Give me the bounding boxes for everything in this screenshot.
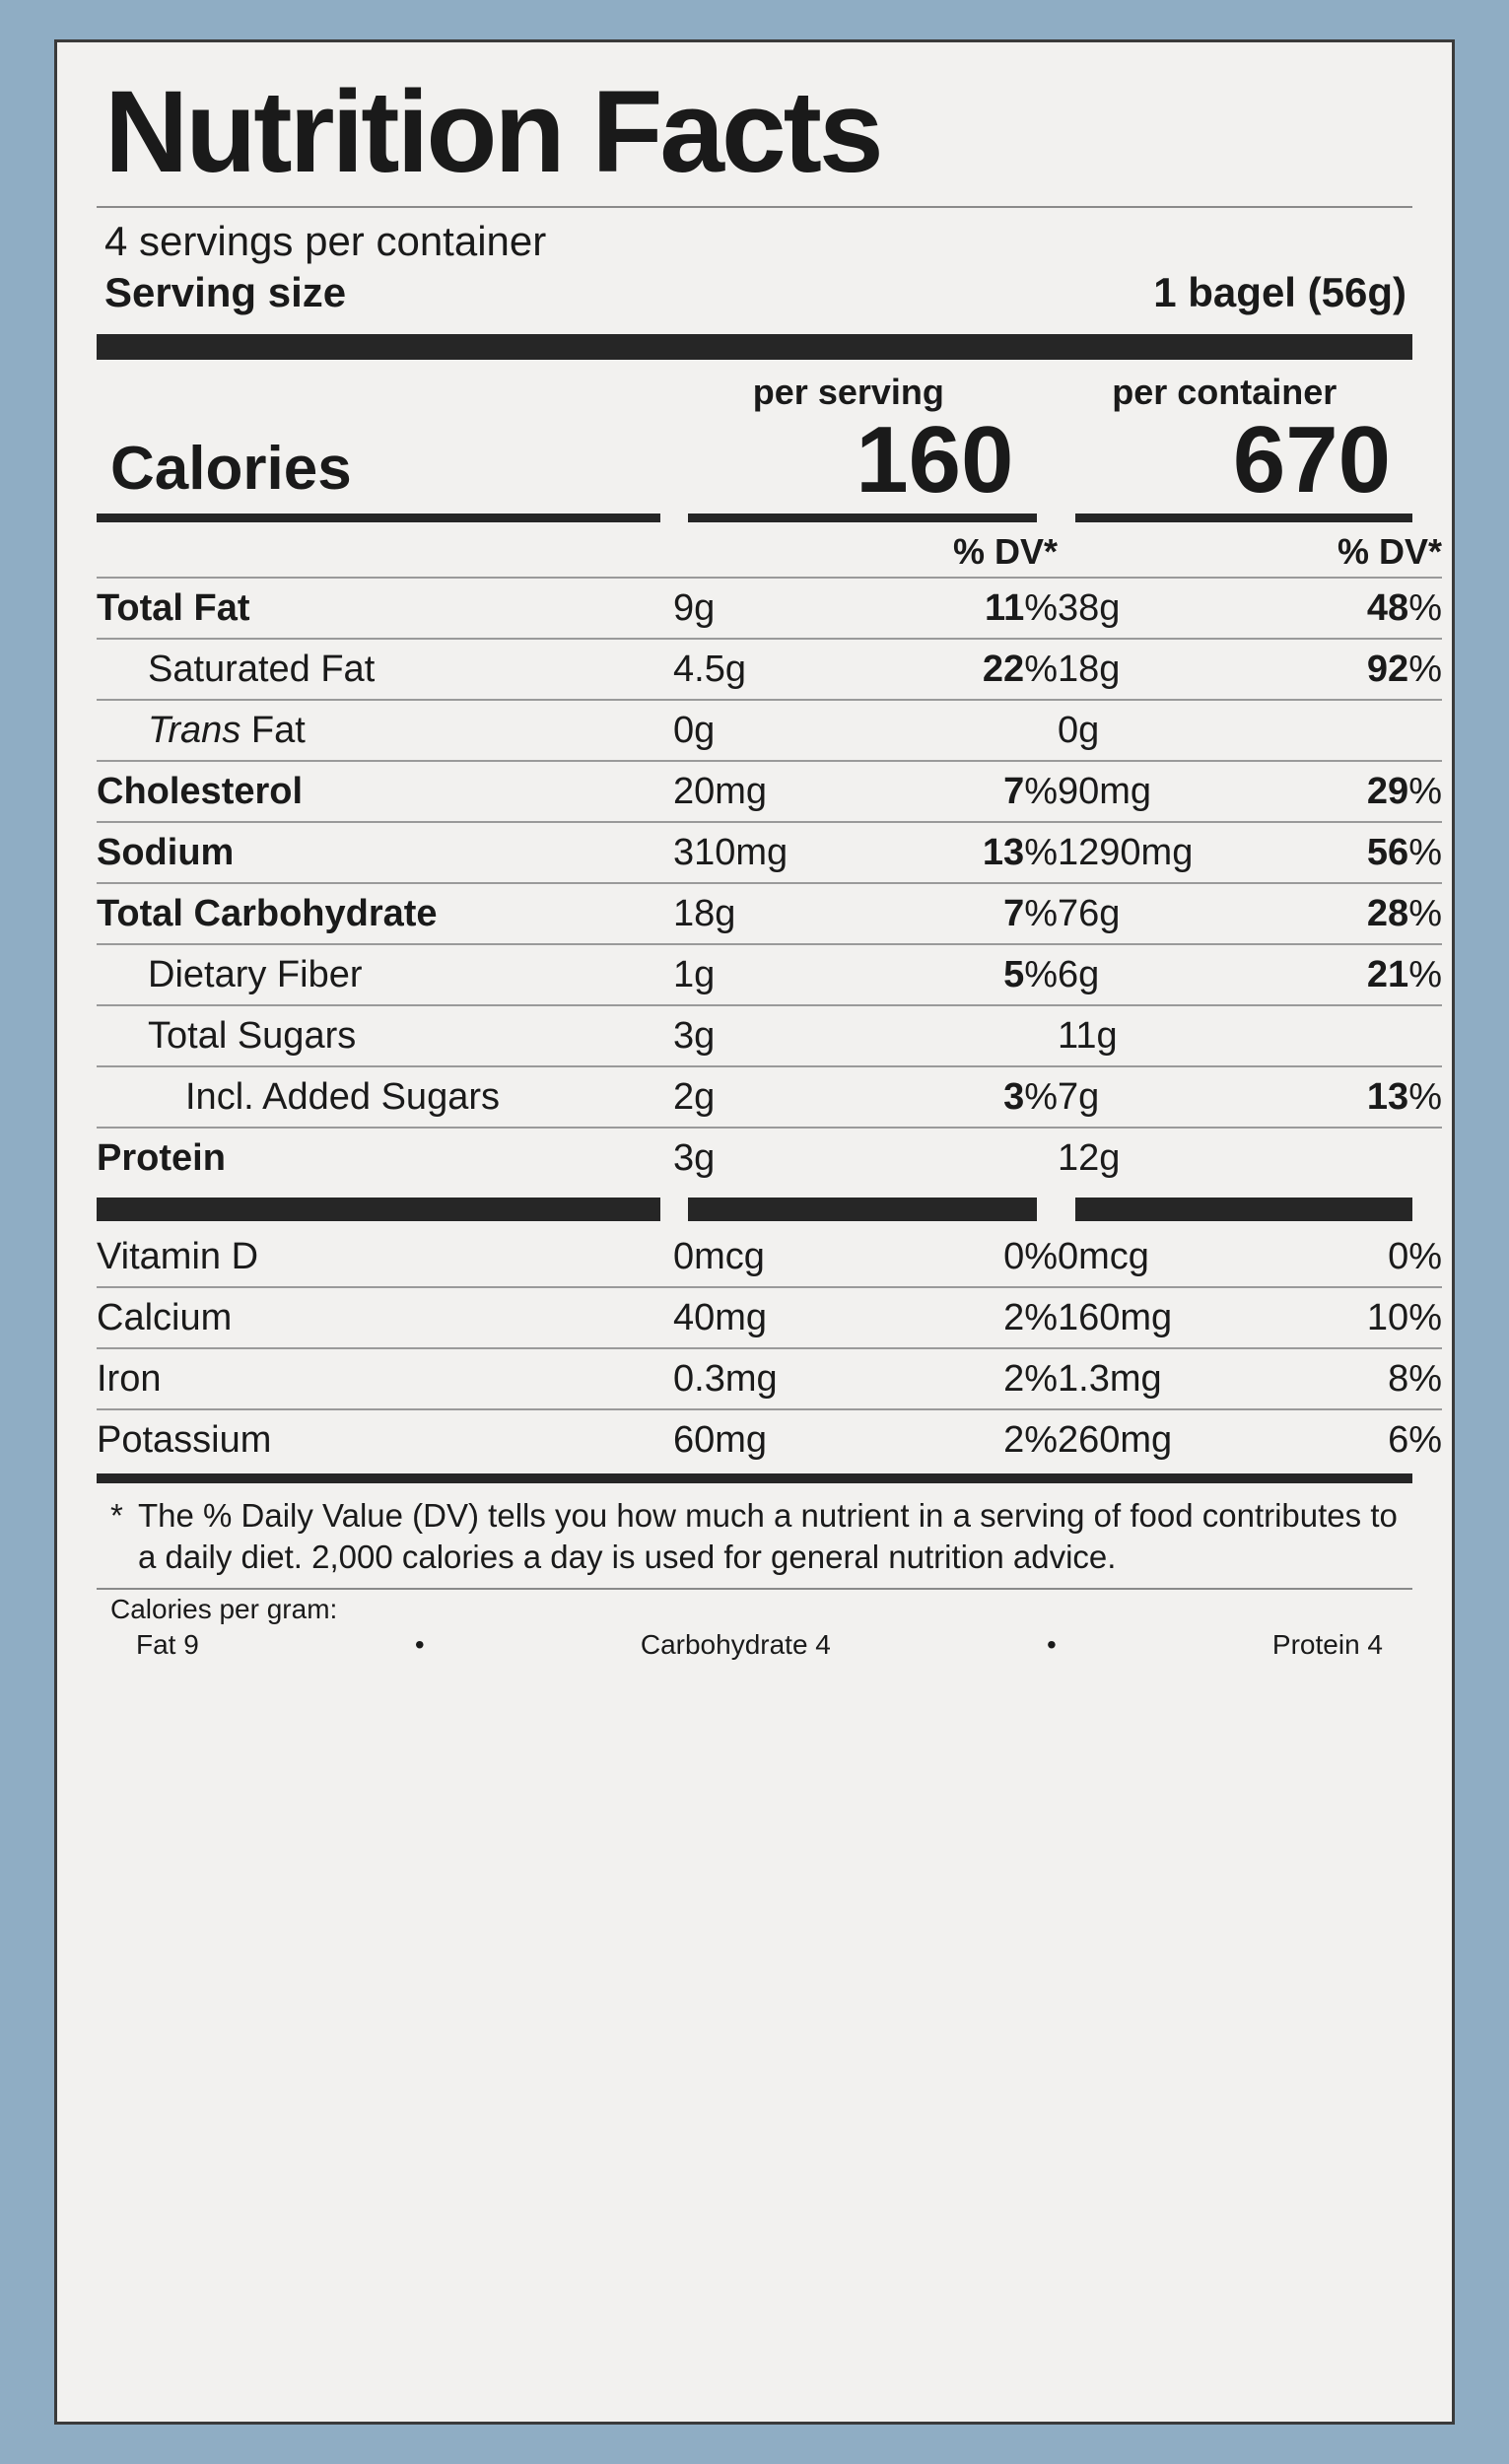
nutrient-container-amount: 1290mg	[1058, 822, 1284, 883]
micronutrient-serving-dv: 2%	[885, 1287, 1058, 1348]
nutrient-serving-dv: 7%	[885, 883, 1058, 944]
column-headers	[97, 360, 1412, 413]
table-row	[97, 1005, 1442, 1066]
table-row	[97, 1066, 1442, 1128]
nutrient-container-dv: 56%	[1284, 822, 1442, 883]
calories-per-container: 670	[1232, 407, 1392, 513]
servings-per-container: 4 servings per container	[104, 218, 547, 264]
calories-per-gram-title: Calories per gram:	[110, 1594, 338, 1625]
nutrient-serving-amount: 3g	[673, 1005, 885, 1066]
table-row	[97, 944, 1442, 1005]
micronutrient-name: Potassium	[97, 1409, 673, 1470]
nutrient-serving-amount: 1g	[673, 944, 885, 1005]
footnote-divider	[97, 1473, 1412, 1483]
calories-underline	[97, 513, 1412, 522]
table-row	[97, 578, 1442, 639]
calories-label: Calories	[110, 435, 352, 503]
micronutrient-container-dv: 8%	[1284, 1348, 1442, 1409]
footnote	[97, 1483, 1412, 1588]
nutrient-serving-dv: 13%	[885, 822, 1058, 883]
micronutrient-serving-amount: 0mcg	[673, 1236, 765, 1277]
page-title: Nutrition Facts	[104, 67, 881, 197]
micronutrient-container-dv: 6%	[1284, 1409, 1442, 1470]
nutrient-name: Cholesterol	[97, 761, 673, 822]
table-row	[97, 639, 1442, 700]
calories-per-serving: 160	[856, 407, 1014, 513]
table-row	[97, 761, 1442, 822]
nutrient-name: Dietary Fiber	[97, 944, 673, 1005]
micronutrient-serving-amount: 40mg	[673, 1287, 885, 1348]
nutrition-facts-panel	[54, 39, 1455, 2425]
nutrient-container-dv	[1284, 700, 1442, 761]
nutrient-name: Incl. Added Sugars	[97, 1066, 673, 1128]
nutrient-container-dv: 92%	[1284, 639, 1442, 700]
nutrient-container-dv: 13%	[1284, 1066, 1442, 1128]
nutrient-name: Total Sugars	[97, 1005, 673, 1066]
nutrient-container-dv: 21%	[1284, 944, 1442, 1005]
micronutrient-serving-amount: 0.3mg	[673, 1348, 885, 1409]
cpg-carbohydrate: Carbohydrate 4	[640, 1629, 831, 1661]
micronutrient-name: Iron	[97, 1348, 673, 1409]
nutrient-serving-amount: 2g	[673, 1066, 885, 1128]
micronutrient-name: Vitamin D	[97, 1236, 259, 1277]
nutrient-container-amount: 0g	[1058, 700, 1284, 761]
micronutrient-container-amount: 1.3mg	[1058, 1348, 1284, 1409]
nutrient-container-amount: 90mg	[1058, 761, 1284, 822]
micronutrient-container-amount: 0mcg	[1058, 1236, 1149, 1277]
cpg-separator-2: •	[1046, 1629, 1057, 1661]
nutrient-serving-amount: 4.5g	[673, 639, 885, 700]
nutrient-container-amount: 38g	[1058, 578, 1284, 639]
dv-header-row	[97, 522, 1442, 578]
nutrient-container-amount: 7g	[1058, 1066, 1284, 1128]
nutrient-container-amount: 12g	[1058, 1128, 1284, 1188]
nutrient-name: Sodium	[97, 822, 673, 883]
footnote-marker: *	[110, 1497, 123, 1534]
micronutrient-serving-amount: 60mg	[673, 1409, 885, 1470]
calories-row	[97, 407, 1412, 513]
nutrient-name: Trans Fat	[97, 700, 673, 761]
nutrient-name: Saturated Fat	[97, 639, 673, 700]
nutrient-serving-amount: 9g	[673, 578, 885, 639]
nutrient-serving-dv: 3%	[885, 1066, 1058, 1128]
nutrient-container-amount: 76g	[1058, 883, 1284, 944]
nutrient-serving-amount: 310mg	[673, 822, 885, 883]
nutrient-container-dv	[1284, 1128, 1442, 1188]
nutrient-serving-dv	[885, 1005, 1058, 1066]
dv-header-container: % DV*	[1337, 531, 1442, 572]
nutrient-serving-amount: 18g	[673, 883, 885, 944]
micronutrients-table	[97, 1227, 1442, 1470]
nutrient-container-dv: 48%	[1284, 578, 1442, 639]
dv-header-serving: % DV*	[952, 531, 1058, 572]
nutrient-name: Total Carbohydrate	[97, 883, 673, 944]
table-row	[97, 1128, 1442, 1188]
nutrient-container-dv	[1284, 1005, 1442, 1066]
nutrient-serving-dv: 22%	[885, 639, 1058, 700]
cpg-fat: Fat 9	[136, 1629, 199, 1661]
table-row	[97, 1227, 1442, 1287]
serving-size-row	[97, 267, 1412, 326]
nutrient-serving-amount: 20mg	[673, 761, 885, 822]
nutrients-table	[97, 522, 1442, 1188]
table-row	[97, 883, 1442, 944]
table-row	[97, 822, 1442, 883]
nutrient-container-amount: 11g	[1058, 1005, 1284, 1066]
cpg-separator-1: •	[414, 1629, 425, 1661]
nutrient-container-amount: 18g	[1058, 639, 1284, 700]
micronutrient-name: Calcium	[97, 1287, 673, 1348]
nutrient-serving-dv: 11%	[885, 578, 1058, 639]
table-row	[97, 1287, 1442, 1348]
nutrient-serving-dv	[885, 1128, 1058, 1188]
micronutrient-serving-dv: 2%	[885, 1409, 1058, 1470]
footnote-text: The % Daily Value (DV) tells you how much a nutrient in a serving of food contributes to a daily diet. 2,000 calories a day is used for general nutrition advice.	[138, 1497, 1398, 1576]
nutrient-name: Total Fat	[97, 578, 673, 639]
nutrient-container-amount: 6g	[1058, 944, 1284, 1005]
cpg-protein: Protein 4	[1271, 1629, 1383, 1661]
column-header-per-container: per container	[1112, 372, 1338, 412]
nutrient-name: Protein	[97, 1128, 673, 1188]
micronutrient-container-dv: 10%	[1284, 1287, 1442, 1348]
micronutrient-container-amount: 160mg	[1058, 1287, 1284, 1348]
column-header-spacer	[97, 372, 660, 413]
column-header-per-serving: per serving	[752, 372, 944, 412]
serving-size-value: 1 bagel (56g)	[1153, 269, 1406, 315]
nutrient-serving-dv: 5%	[885, 944, 1058, 1005]
calories-per-gram-row	[97, 1627, 1412, 1665]
nutrient-serving-amount: 0g	[673, 700, 885, 761]
micronutrient-serving-dv: 0%	[1003, 1236, 1058, 1277]
vitamins-divider-bar	[97, 1198, 1412, 1221]
table-row	[97, 1409, 1442, 1470]
serving-size-label: Serving size	[104, 269, 347, 315]
table-row	[97, 1348, 1442, 1409]
table-row	[97, 700, 1442, 761]
nutrient-serving-dv: 7%	[885, 761, 1058, 822]
micronutrient-container-dv: 0%	[1388, 1236, 1442, 1277]
micronutrient-container-amount: 260mg	[1058, 1409, 1284, 1470]
thick-bar-top	[97, 334, 1412, 360]
nutrient-serving-amount: 3g	[673, 1128, 885, 1188]
nutrient-serving-dv	[885, 700, 1058, 761]
nutrient-container-dv: 28%	[1284, 883, 1442, 944]
nutrient-container-dv: 29%	[1284, 761, 1442, 822]
micronutrient-serving-dv: 2%	[885, 1348, 1058, 1409]
